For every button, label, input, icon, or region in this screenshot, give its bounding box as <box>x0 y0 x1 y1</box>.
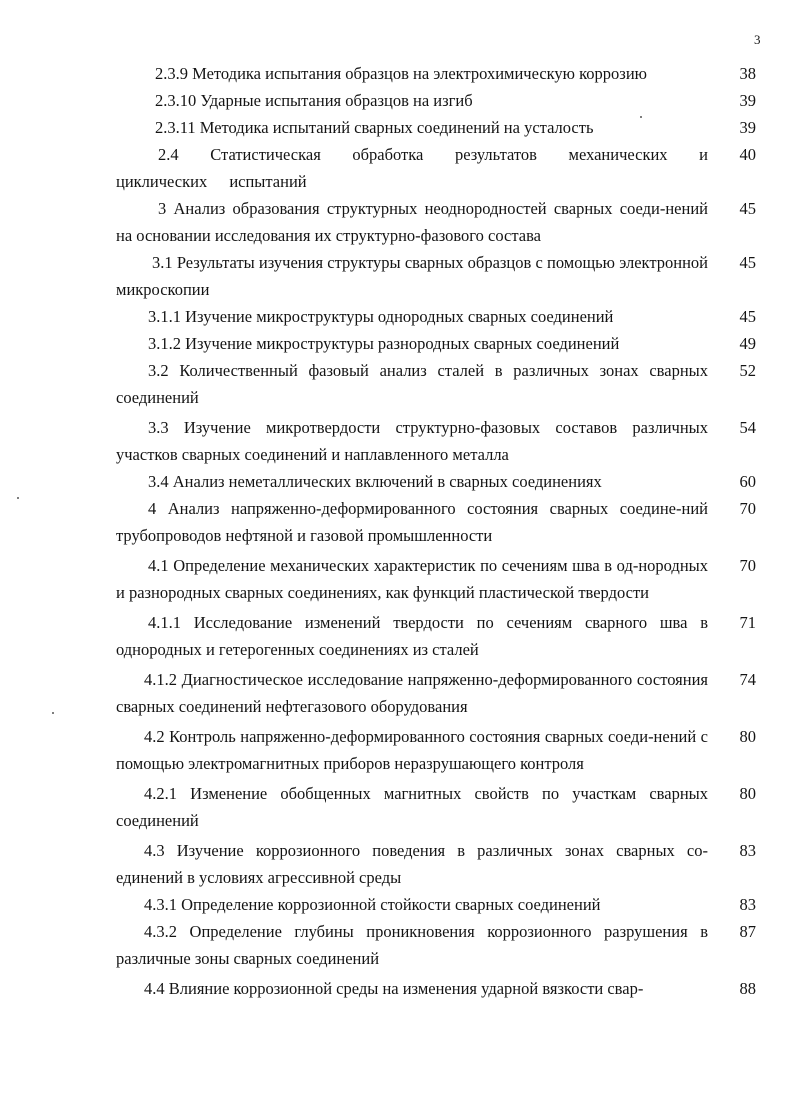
toc-entry-title: 2.4 Статистическая обработка результатов механических и циклических испытаний <box>116 145 708 191</box>
toc-entry-title: 4.1.1 Исследование изменений твердости по сечениям сварного шва в однородных и гетерогенных соединениях из сталей <box>116 613 708 659</box>
toc-entry-title: 3 Анализ образования структурных неоднородностей сварных соеди-нений на основании исследования их структурно-фазового состава <box>116 199 708 245</box>
toc-entry <box>116 666 756 720</box>
toc-entry-title: 4.2 Контроль напряженно-деформированного состояния сварных соеди-нений с помощью электромагнитных приборов неразрушающего контроля <box>116 727 708 773</box>
toc-entry <box>148 303 756 330</box>
table-of-contents <box>116 60 756 1002</box>
toc-entry-title: 3.4 Анализ неметаллических включений в сварных соединениях <box>148 472 602 491</box>
page-number: 3 <box>754 32 761 47</box>
toc-entry-title: 3.1.1 Изучение микроструктуры однородных сварных соединений <box>148 307 614 326</box>
toc-entry <box>155 87 756 114</box>
scan-speck <box>52 712 54 714</box>
toc-entry <box>148 330 756 357</box>
toc-entry-page: 49 <box>739 334 756 353</box>
toc-entry <box>116 975 756 1002</box>
toc-entry-page: 38 <box>739 64 756 83</box>
toc-entry <box>116 723 756 777</box>
toc-entry-title: 4.3 Изучение коррозионного поведения в различных зонах сварных со-единений в условиях агрессивной среды <box>116 841 708 887</box>
toc-entry-page: 39 <box>739 91 756 110</box>
toc-entry-title: 4.3.1 Определение коррозионной стойкости сварных соединений <box>144 895 601 914</box>
toc-entry-page: 45 <box>739 199 756 218</box>
toc-entry <box>144 891 756 918</box>
toc-entry-title: 3.2 Количественный фазовый анализ сталей в различных зонах сварных соединений <box>116 361 708 407</box>
scan-speck <box>17 497 19 499</box>
toc-entry <box>116 552 756 606</box>
scan-speck <box>640 116 642 118</box>
toc-entry <box>116 780 756 834</box>
toc-entry <box>116 495 756 549</box>
toc-entry <box>116 141 756 195</box>
toc-entry <box>155 114 756 141</box>
toc-entry-page: 74 <box>739 670 756 689</box>
toc-entry-page: 54 <box>739 418 756 437</box>
toc-entry-page: 60 <box>739 472 756 491</box>
toc-entry-page: 40 <box>739 145 756 164</box>
toc-entry-title: 2.3.10 Ударные испытания образцов на изгиб <box>155 91 473 110</box>
toc-entry-page: 70 <box>739 499 756 518</box>
toc-entry <box>116 837 756 891</box>
toc-entry <box>116 918 756 972</box>
toc-entry-page: 80 <box>739 727 756 746</box>
toc-entry <box>116 414 756 468</box>
toc-entry-title: 2.3.11 Методика испытаний сварных соединений на усталость <box>155 118 594 137</box>
toc-entry <box>116 249 756 303</box>
toc-entry-page: 88 <box>739 979 756 998</box>
toc-entry-page: 45 <box>739 307 756 326</box>
toc-entry-title: 4.1.2 Диагностическое исследование напряженно-деформированного состояния сварных соединений нефтегазового оборудования <box>116 670 708 716</box>
toc-entry <box>155 60 756 87</box>
toc-entry <box>116 195 756 249</box>
toc-entry-title: 3.1 Результаты изучения структуры сварных образцов с помощью электронной микроскопии <box>116 253 708 299</box>
toc-entry <box>116 357 756 411</box>
toc-entry-title: 3.1.2 Изучение микроструктуры разнородных сварных соединений <box>148 334 620 353</box>
toc-entry-page: 70 <box>739 556 756 575</box>
toc-entry-page: 71 <box>739 613 756 632</box>
toc-entry <box>148 468 756 495</box>
toc-entry-title: 4.1 Определение механических характеристик по сечениям шва в од-нородных и разнородных сварных соединениях, как функций пластической твердости <box>116 556 708 602</box>
toc-entry-page: 52 <box>739 361 756 380</box>
toc-entry-page: 83 <box>739 895 756 914</box>
toc-entry-page: 87 <box>739 922 756 941</box>
toc-entry-page: 39 <box>739 118 756 137</box>
toc-entry-title: 2.3.9 Методика испытания образцов на электрохимическую коррозию <box>155 64 647 83</box>
toc-entry-page: 83 <box>739 841 756 860</box>
toc-entry-page: 45 <box>739 253 756 272</box>
toc-entry <box>116 609 756 663</box>
toc-entry-title: 4.4 Влияние коррозионной среды на изменения ударной вязкости свар- <box>144 979 644 998</box>
toc-entry-title: 4.2.1 Изменение обобщенных магнитных свойств по участкам сварных соединений <box>116 784 708 830</box>
toc-entry-title: 3.3 Изучение микротвердости структурно-фазовых составов различных участков сварных соединений и наплавленного металла <box>116 418 708 464</box>
toc-entry-title: 4.3.2 Определение глубины проникновения коррозионного разрушения в различные зоны сварных соединений <box>116 922 708 968</box>
toc-entry-page: 80 <box>739 784 756 803</box>
toc-entry-title: 4 Анализ напряженно-деформированного состояния сварных соедине-ний трубопроводов нефтяной и газовой промышленности <box>116 499 708 545</box>
